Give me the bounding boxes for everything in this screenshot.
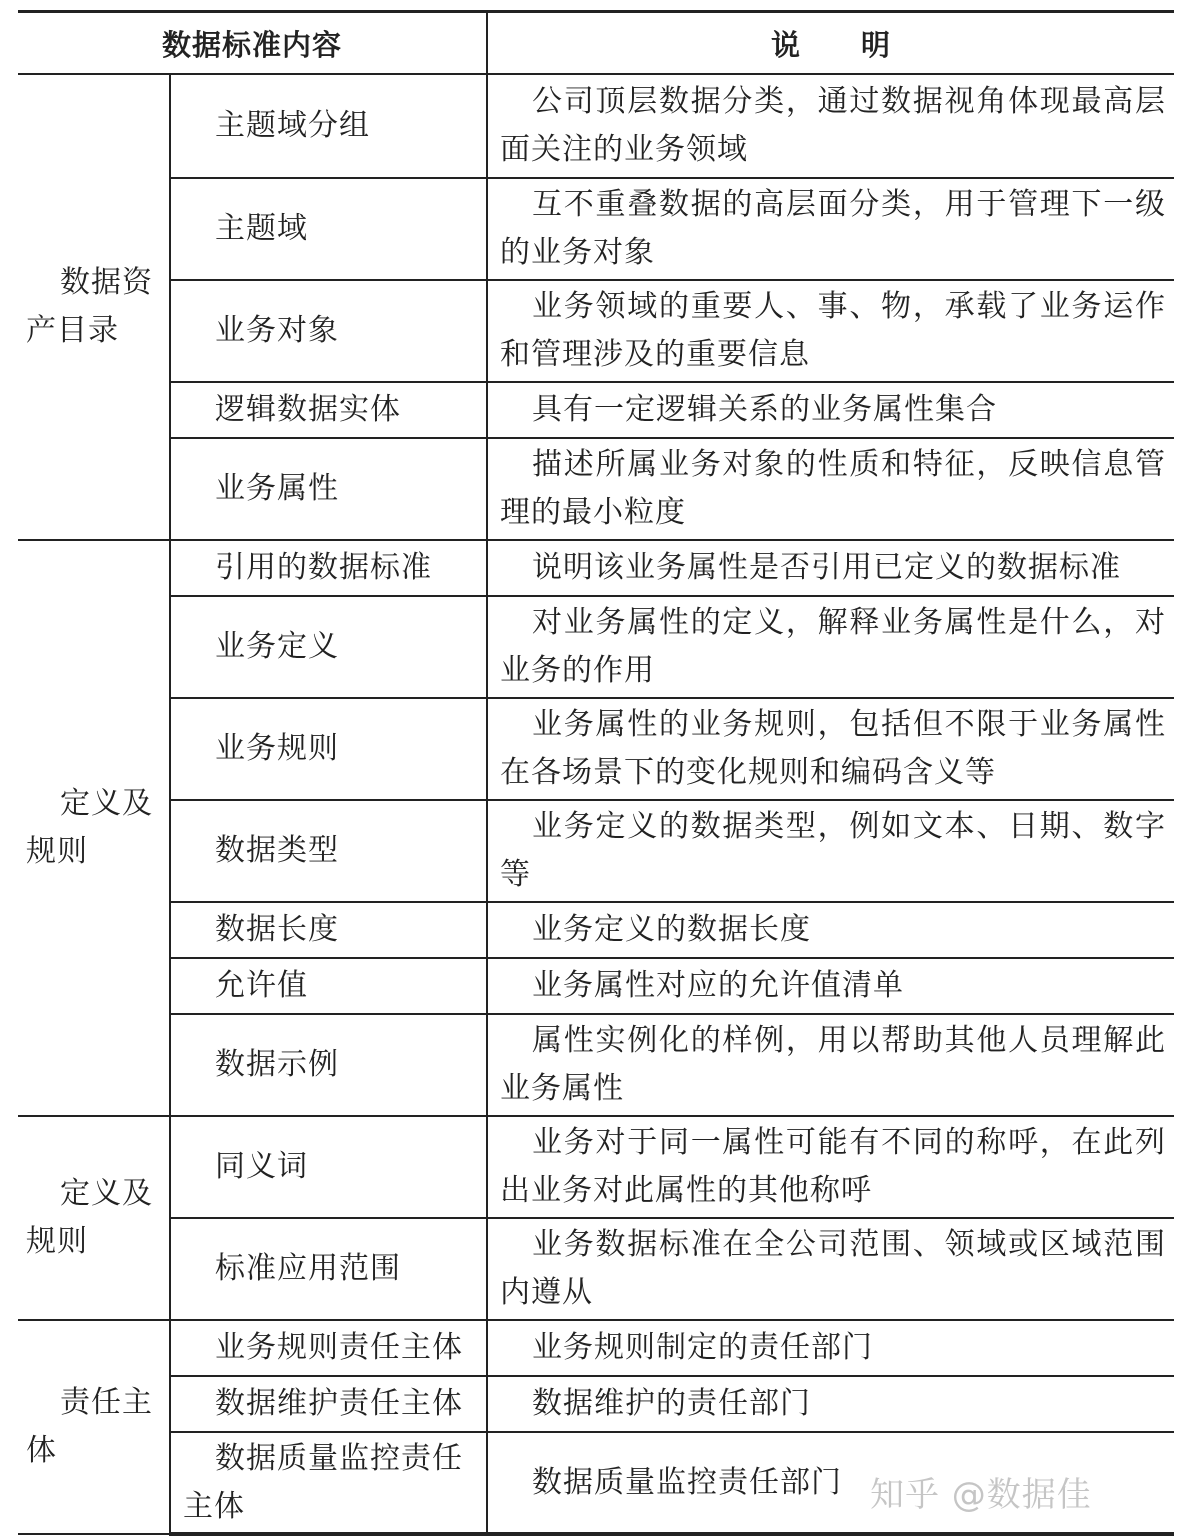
- row-description: 具有一定逻辑关系的业务属性集合: [487, 382, 1174, 438]
- row-description: 业务对于同一属性可能有不同的称呼，在此列出业务对此属性的其他称呼: [487, 1116, 1174, 1218]
- table-row: [18, 1376, 1174, 1432]
- row-description: 业务属性对应的允许值清单: [487, 958, 1174, 1014]
- row-item: 数据长度: [170, 902, 487, 958]
- table-row: [18, 1218, 1174, 1320]
- row-item: 同义词: [170, 1116, 487, 1218]
- row-description: 描述所属业务对象的性质和特征，反映信息管理的最小粒度: [487, 438, 1174, 540]
- row-description: 公司顶层数据分类，通过数据视角体现最高层面关注的业务领域: [487, 74, 1174, 178]
- group-label-definition-rules: 定义及规则: [18, 540, 170, 1116]
- row-item: 允许值: [170, 958, 487, 1014]
- row-item: 标准应用范围: [170, 1218, 487, 1320]
- row-description: 业务规则制定的责任部门: [487, 1320, 1174, 1376]
- table-row: [18, 1116, 1174, 1218]
- table-row: [18, 280, 1174, 382]
- row-item: 业务规则责任主体: [170, 1320, 487, 1376]
- group-label-responsibility: 责任主体: [18, 1320, 170, 1534]
- table-header-row: [18, 12, 1174, 75]
- row-item: 引用的数据标准: [170, 540, 487, 596]
- row-item: 数据示例: [170, 1014, 487, 1116]
- table-row: [18, 1014, 1174, 1116]
- row-item: 数据质量监控责任主体: [170, 1432, 487, 1534]
- row-item: 主题域: [170, 178, 487, 280]
- row-item: 业务属性: [170, 438, 487, 540]
- row-item: 逻辑数据实体: [170, 382, 487, 438]
- row-description: 对业务属性的定义，解释业务属性是什么，对业务的作用: [487, 596, 1174, 698]
- group-label-asset-catalog: 数据资产目录: [18, 74, 170, 540]
- watermark: 知乎 @数据佳: [870, 1475, 1092, 1515]
- row-item: 业务定义: [170, 596, 487, 698]
- table-row: [18, 698, 1174, 800]
- data-standard-table: [18, 10, 1174, 1536]
- row-description: 属性实例化的样例，用以帮助其他人员理解此业务属性: [487, 1014, 1174, 1116]
- row-description: 数据维护的责任部门: [487, 1376, 1174, 1432]
- table-row: [18, 902, 1174, 958]
- row-description: 数据质量监控责任部门: [487, 1432, 1174, 1534]
- row-description: 说明该业务属性是否引用已定义的数据标准: [487, 540, 1174, 596]
- table-row: [18, 382, 1174, 438]
- table-row: [18, 74, 1174, 178]
- header-description: 说 明: [487, 12, 1174, 75]
- row-description: 业务定义的数据类型，例如文本、日期、数字等: [487, 800, 1174, 902]
- table-row: [18, 1320, 1174, 1376]
- group-label-definition-rules-2: 定义及规则: [18, 1116, 170, 1320]
- row-item: 主题域分组: [170, 74, 487, 178]
- row-description: 业务数据标准在全公司范围、领域或区域范围内遵从: [487, 1218, 1174, 1320]
- row-item: 业务对象: [170, 280, 487, 382]
- row-description: 业务属性的业务规则，包括但不限于业务属性在各场景下的变化规则和编码含义等: [487, 698, 1174, 800]
- row-item: 数据类型: [170, 800, 487, 902]
- row-description: 业务领域的重要人、事、物，承载了业务运作和管理涉及的重要信息: [487, 280, 1174, 382]
- table-row: [18, 540, 1174, 596]
- row-item: 业务规则: [170, 698, 487, 800]
- row-description: 互不重叠数据的高层面分类，用于管理下一级的业务对象: [487, 178, 1174, 280]
- table-row: [18, 438, 1174, 540]
- table-row: [18, 800, 1174, 902]
- header-content: 数据标准内容: [18, 12, 487, 75]
- table-row: [18, 178, 1174, 280]
- row-description: 业务定义的数据长度: [487, 902, 1174, 958]
- table-row: [18, 596, 1174, 698]
- table-row: [18, 958, 1174, 1014]
- row-item: 数据维护责任主体: [170, 1376, 487, 1432]
